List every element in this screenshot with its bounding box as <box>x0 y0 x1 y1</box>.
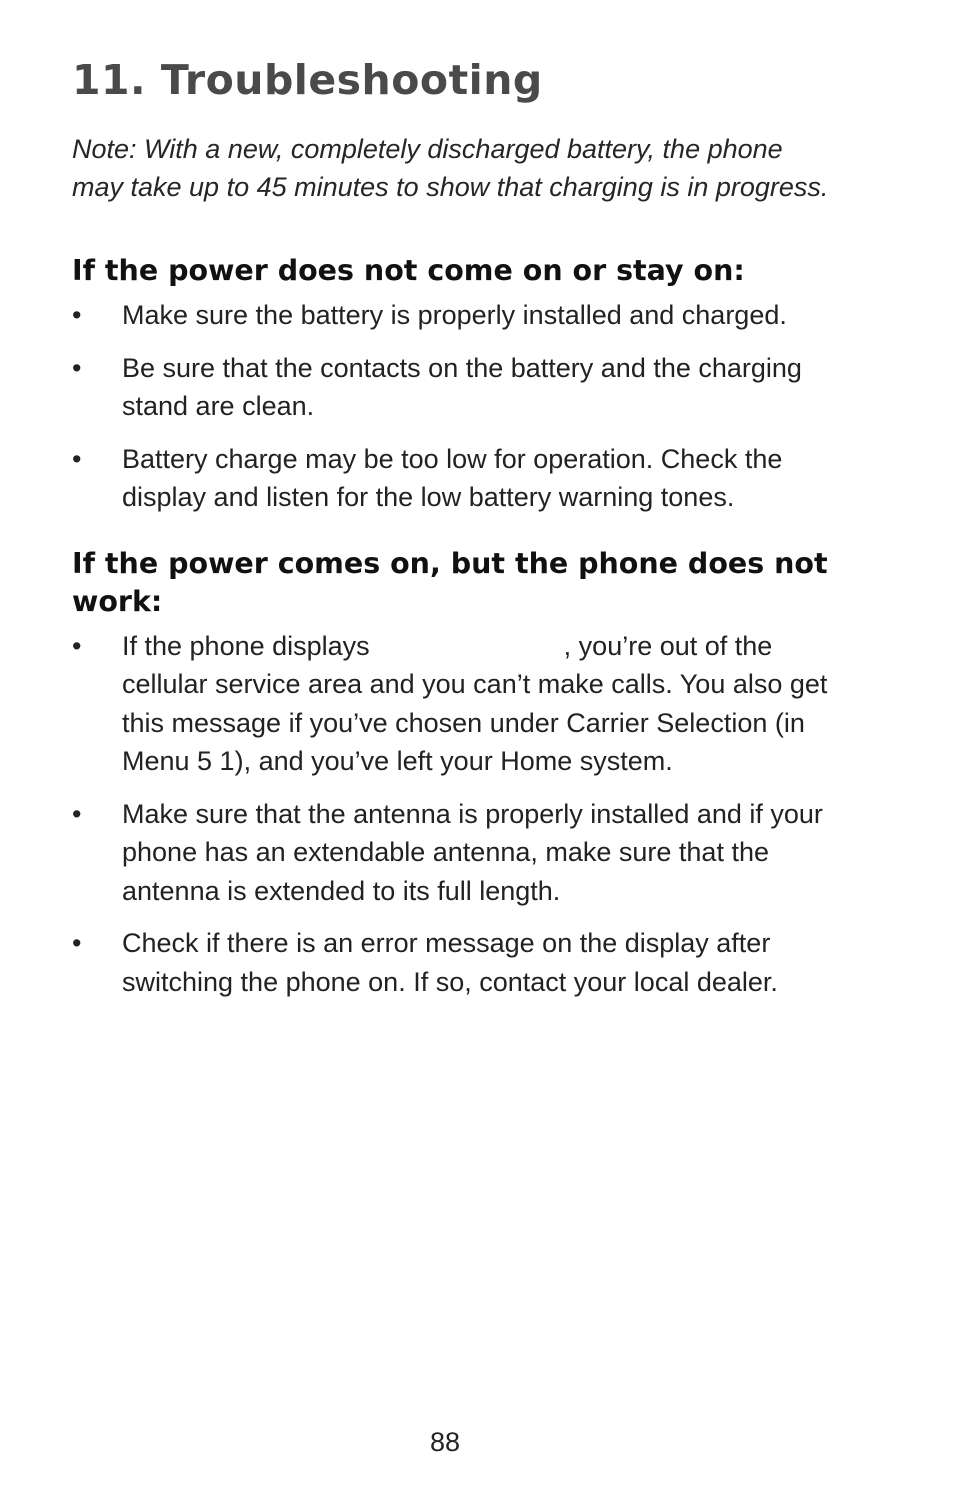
list-item <box>72 296 832 335</box>
page-number: 88 <box>429 1427 461 1457</box>
phone-not-working-list <box>72 627 832 1002</box>
bullet-icon: • <box>72 798 82 829</box>
list-item <box>72 795 832 911</box>
bullet-icon: • <box>72 630 82 661</box>
page-title: 11. Troubleshooting <box>72 56 543 104</box>
list-item-text-c: under Carrier Selection (in Menu 5 1), and you’ve left your Home system. <box>122 707 805 776</box>
power-not-on-list <box>72 296 832 517</box>
list-item <box>72 440 832 517</box>
section-heading-phone-not-working: If the power comes on, but the phone does not work: <box>72 546 828 618</box>
manual-page <box>72 56 832 1029</box>
list-item <box>72 349 832 426</box>
bullet-icon: • <box>72 300 82 330</box>
list-item-text: Be sure that the contacts on the battery and the charging stand are clean. <box>122 352 802 421</box>
section-heading-power-not-on: If the power does not come on or stay on: <box>72 254 745 287</box>
list-item-text-b: , you’re out of the cellular service area and you can’t make calls. You also get this message if you’ve chosen <box>122 630 828 738</box>
list-item-text-a: If the phone displays <box>122 630 370 661</box>
list-item <box>72 627 832 781</box>
list-item-text: Battery charge may be too low for operation. Check the display and listen for the low battery warning tones. <box>122 443 783 512</box>
bullet-icon: • <box>72 352 82 383</box>
charging-note: Note: With a new, completely discharged battery, the phone may take up to 45 minutes to show that charging is in progress. <box>72 134 829 202</box>
list-item <box>72 924 832 1001</box>
bullet-icon: • <box>72 443 82 474</box>
list-item-text: Check if there is an error message on the display after switching the phone on. If so, contact your local dealer. <box>122 928 778 997</box>
list-item-text: Make sure that the antenna is properly installed and if your phone has an extendable antenna, make sure that the antenna is extended to its full length. <box>122 798 823 906</box>
list-item-text: Make sure the battery is properly installed and charged. <box>122 300 787 330</box>
bullet-icon: • <box>72 928 82 958</box>
